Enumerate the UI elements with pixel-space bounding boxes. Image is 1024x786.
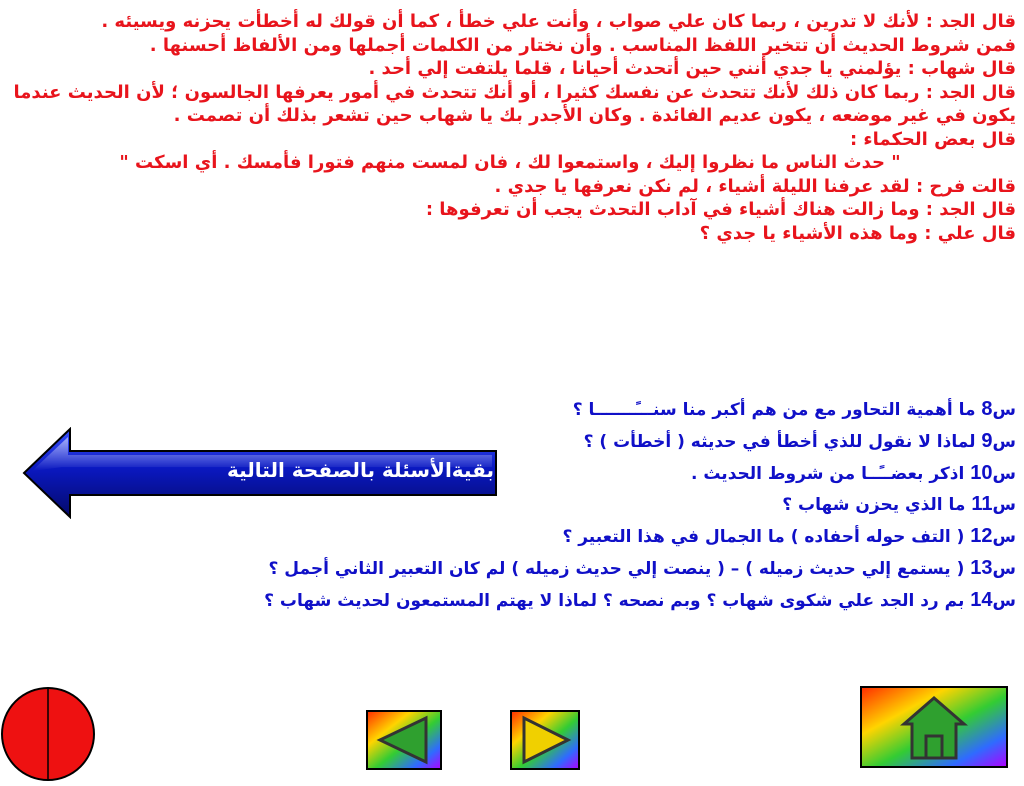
story-text [4, 10, 1016, 245]
question-prefix: س [992, 590, 1016, 611]
question-text: لماذا لا نقول للذي أخطأ في حديثه ( أخطأت ) ؟ [583, 431, 982, 452]
home-button[interactable] [860, 686, 1008, 768]
question-item [150, 394, 1016, 426]
question-number: 11 [971, 493, 993, 516]
question-text: ( التف حوله أحفاده ) ما الجمال في هذا التعبير ؟ [562, 527, 971, 548]
question-prefix: س [992, 400, 1016, 420]
question-number: 9 [981, 429, 993, 452]
story-line: قال بعض الحكماء : [849, 128, 1016, 150]
story-line: قالت فرح : لقد عرفنا الليلة أشياء ، لم نكن نعرفها يا جدي . [494, 175, 1016, 197]
previous-slide-button[interactable] [366, 710, 442, 770]
question-item [150, 521, 1016, 553]
question-prefix: س [992, 558, 1016, 579]
question-number: 13 [970, 556, 993, 579]
story-line: قال الجد : لأنك لا تدرين ، ربما كان علي صواب ، وأنت علي خطأ ، كما أن قولك له أخطأت يحزنه ويسيئه . [101, 11, 1016, 32]
question-number: 12 [970, 525, 993, 548]
next-slide-button[interactable] [510, 710, 580, 770]
question-number: 14 [970, 588, 993, 611]
wisdom-quote: " حدث الناس ما نظروا إليك ، واستمعوا لك ، فان لمست منهم فتورا فأمسك . أي اسكت " [119, 152, 901, 173]
story-line: فمن شروط الحديث أن تتخير اللفظ المناسب . وأن نختار من الكلمات أجملها ومن الألفاظ أحسنها . [149, 34, 1016, 56]
next-page-arrow-button[interactable] [22, 427, 500, 519]
question-text: ما أهمية التحاور مع من هم أكبر منا سنـــًـــــــا ؟ [572, 400, 982, 420]
question-prefix: س [992, 527, 1016, 548]
right-triangle-icon [510, 710, 580, 770]
arrow-label: بقيةالأسئلة بالصفحة التالية [226, 458, 494, 482]
home-icon [860, 686, 1008, 768]
question-item [150, 553, 1016, 585]
question-prefix: س [992, 495, 1016, 516]
question-prefix: س [992, 431, 1016, 452]
story-line: قال شهاب : يؤلمني يا جدي أنني حين أتحدث أحيانا ، قلما يلتفت إلي أحد . [368, 58, 1016, 79]
question-text: ما الذي يحزن شهاب ؟ [782, 495, 972, 516]
question-item [150, 585, 1016, 617]
question-text: اذكر بعضــًــا من شروط الحديث . [690, 463, 971, 484]
story-line: قال علي : وما هذه الأشياء يا جدي ؟ [699, 222, 1016, 244]
question-number: 8 [981, 398, 993, 420]
story-line: قال الجد : ربما كان ذلك لأنك تتحدث عن نفسك كثيرا ، أو أنك تتحدث في أمور يعرفها الجالسون ؛ لأن الحديث عندما يكون في غير موضعه ، يكون عديم الفائدة . وكان الأجدر بك يا شهاب حين تشعر بذلك أن تصمت . [13, 81, 1016, 126]
left-triangle-icon [366, 710, 442, 770]
story-line: قال الجد : وما زالت هناك أشياء في آداب التحدث يجب أن تعرفوها : [425, 199, 1016, 220]
question-text: ( يستمع إلي حديث زميله ) – ( ينصت إلي حديث زميله ) لم كان التعبير الثاني أجمل ؟ [268, 558, 971, 579]
question-number: 10 [970, 461, 993, 484]
question-prefix: س [992, 463, 1016, 484]
question-text: بم رد الجد علي شكوى شهاب ؟ وبم نصحه ؟ لماذا لا يهتم المستمعون لحديث شهاب ؟ [264, 590, 971, 611]
